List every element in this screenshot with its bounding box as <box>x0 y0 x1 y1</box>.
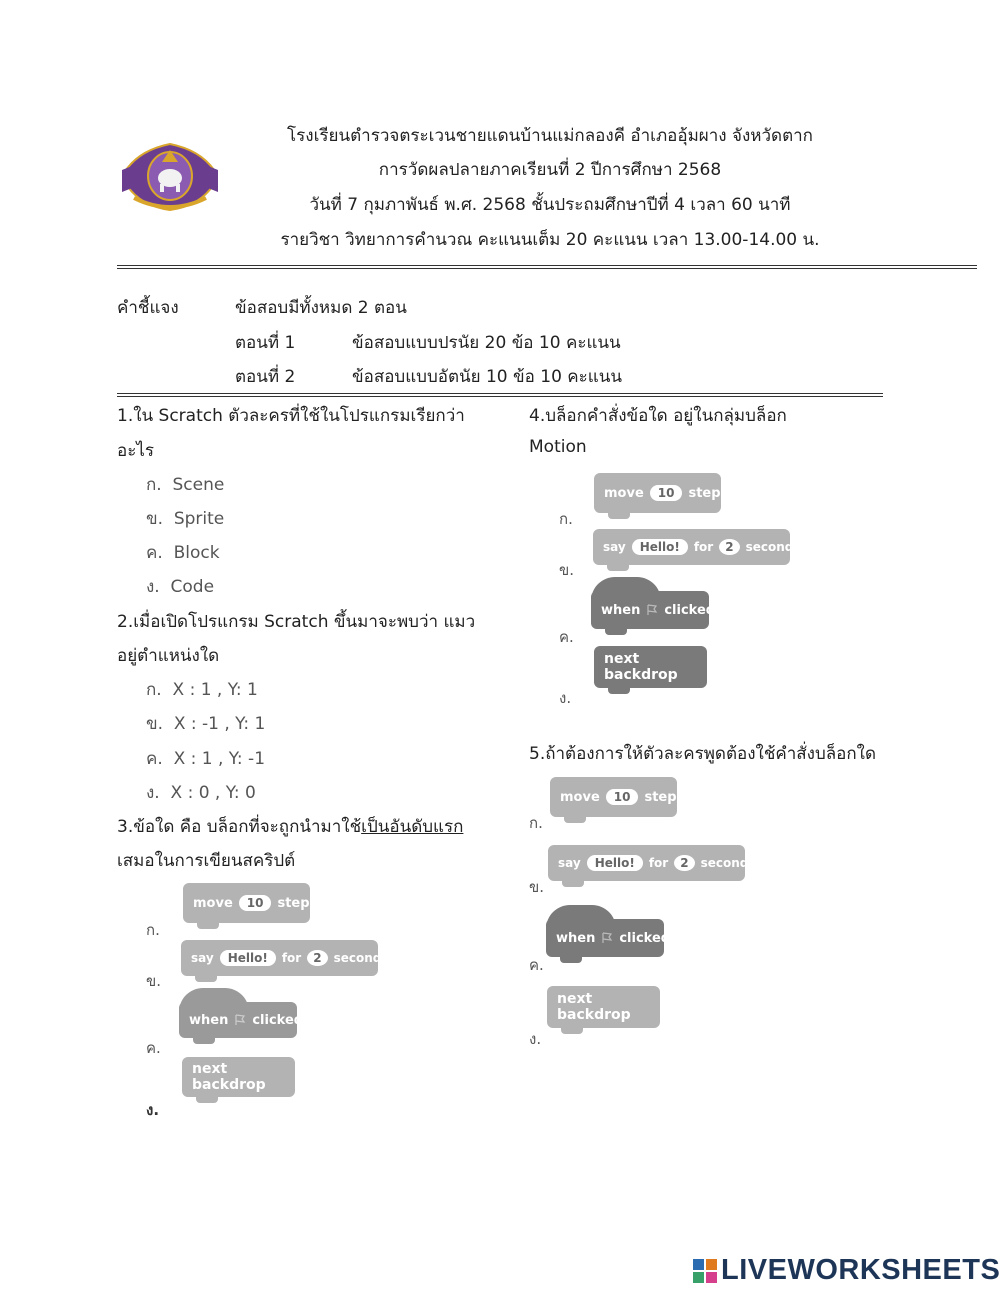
block-text-next-backdrop: next backdrop <box>604 651 678 683</box>
option-text: Scene <box>172 475 225 495</box>
block-text-say: say <box>558 856 581 870</box>
block-text-say: say <box>191 951 214 965</box>
block-text-for: for <box>648 856 669 870</box>
instructions-intro: ข้อสอบมีทั้งหมด 2 ตอน <box>235 298 407 318</box>
block-text-next-backdrop: next backdrop <box>557 991 631 1023</box>
block-input-steps: 10 <box>239 895 272 911</box>
q3-label-c: ค. <box>146 1039 161 1057</box>
block-text-clicked: clicked <box>664 602 716 618</box>
block-text-clicked: clicked <box>252 1012 304 1028</box>
header-divider <box>117 265 977 266</box>
exam-date: วันที่ 7 กุมภาพันธ์ พ.ศ. 2568 ชั้นประถมศึกษาปีที่ 4 เวลา 60 นาที <box>309 195 791 215</box>
q4-label-b: ข. <box>559 561 575 579</box>
q4-label-a: ก. <box>559 510 573 528</box>
block-input-seconds: 2 <box>674 855 694 871</box>
green-flag-icon <box>234 1014 246 1026</box>
q4-block-say[interactable] <box>593 529 801 565</box>
q2-text-line1: 2.เมื่อเปิดโปรแกรม Scratch ขึ้นมาจะพบว่า แมว <box>117 612 476 632</box>
instructions-divider <box>117 393 883 394</box>
q4-text-line2: Motion <box>529 437 587 457</box>
q2-option-b[interactable] <box>146 710 265 737</box>
q3-block-move[interactable] <box>183 883 318 923</box>
option-label: ข. <box>146 509 164 529</box>
q3-text-line1 <box>117 813 463 840</box>
q2-option-c[interactable] <box>146 745 265 772</box>
option-text: X : 1 , Y: -1 <box>173 749 266 769</box>
q3-label-b: ข. <box>146 972 162 990</box>
q3-text-line2: เสมอในการเขียนสคริปต์ <box>117 851 296 871</box>
option-text: X : 0 , Y: 0 <box>170 783 256 803</box>
part1-name: ตอนที่ 1 <box>235 333 296 353</box>
block-text-clicked: clicked <box>619 930 671 946</box>
option-label: ง. <box>146 783 160 803</box>
q2-option-d[interactable] <box>146 779 256 806</box>
block-input-seconds: 2 <box>307 950 327 966</box>
part1-desc: ข้อสอบแบบปรนัย 20 ข้อ 10 คะแนน <box>352 333 621 353</box>
q1-option-d[interactable] <box>146 573 214 600</box>
part2-desc: ข้อสอบแบบอัตนัย 10 ข้อ 10 คะแนน <box>352 367 622 387</box>
option-text: Block <box>173 543 220 563</box>
block-text-steps: steps <box>644 789 685 805</box>
block-text-move: move <box>604 485 644 501</box>
q5-label-b: ข. <box>529 878 545 896</box>
q4-label-d: ง. <box>559 689 572 707</box>
option-text: X : 1 , Y: 1 <box>172 680 258 700</box>
liveworksheets-brand: LIVEWORKSHEETS <box>721 1254 1000 1286</box>
q3-block-when-flag[interactable] <box>179 1002 304 1038</box>
exam-subject: รายวิชา วิทยาการคำนวณ คะแนนเต็ม 20 คะแนน เวลา 13.00-14.00 น. <box>280 230 820 250</box>
header-divider-2 <box>117 268 977 269</box>
q5-block-move[interactable] <box>550 777 685 817</box>
q1-option-b[interactable] <box>146 505 224 532</box>
q3-label-a: ก. <box>146 921 160 939</box>
q4-block-when-flag[interactable] <box>591 591 716 629</box>
q3-text-part-a: 3.ข้อใด คือ บล็อกที่จะถูกนำมาใช้ <box>117 817 362 837</box>
option-text: Sprite <box>173 509 225 529</box>
instructions-divider-2 <box>117 396 883 397</box>
block-text-move: move <box>560 789 600 805</box>
q5-block-when-flag[interactable] <box>546 919 671 957</box>
block-text-when: when <box>556 930 596 946</box>
option-label: ข. <box>146 714 164 734</box>
block-text-steps: steps <box>688 485 729 501</box>
block-text-seconds: seconds <box>700 856 756 870</box>
q1-text-line2: อะไร <box>117 441 155 461</box>
q1-option-c[interactable] <box>146 539 220 566</box>
q3-block-next-backdrop[interactable] <box>182 1057 295 1097</box>
instructions-label: คำชี้แจง <box>117 298 179 318</box>
part2-name: ตอนที่ 2 <box>235 367 296 387</box>
liveworksheets-icon <box>693 1259 717 1283</box>
block-text-when: when <box>601 602 641 618</box>
q3-label-d: ง. <box>146 1101 160 1119</box>
q4-label-c: ค. <box>559 628 574 646</box>
q4-block-next-backdrop[interactable] <box>594 646 707 688</box>
block-text-seconds: seconds <box>745 540 801 554</box>
exam-title: การวัดผลปลายภาคเรียนที่ 2 ปีการศึกษา 2568 <box>378 160 722 180</box>
q5-label-a: ก. <box>529 814 543 832</box>
option-label: ก. <box>146 680 162 700</box>
block-input-steps: 10 <box>650 485 683 501</box>
option-label: ก. <box>146 475 162 495</box>
liveworksheets-logo[interactable] <box>693 1254 1000 1287</box>
q1-option-a[interactable] <box>146 471 224 498</box>
block-input-steps: 10 <box>606 789 639 805</box>
option-text: X : -1 , Y: 1 <box>173 714 266 734</box>
q2-text-line2: อยู่ตำแหน่งใด <box>117 646 220 666</box>
q5-block-say[interactable] <box>548 845 756 881</box>
option-label: ค. <box>146 543 163 563</box>
q3-block-say[interactable] <box>181 940 389 976</box>
school-name: โรงเรียนตำรวจตระเวนชายแดนบ้านแม่กลองคี อำเภออุ้มผาง จังหวัดตาก <box>287 126 813 146</box>
option-label: ค. <box>146 749 163 769</box>
q5-label-d: ง. <box>529 1030 542 1048</box>
q2-option-a[interactable] <box>146 676 258 703</box>
q1-text-line1: 1.ใน Scratch ตัวละครที่ใช้ในโปรแกรมเรียกว่า <box>117 406 465 426</box>
block-text-seconds: seconds <box>333 951 389 965</box>
q5-text: 5.ถ้าต้องการให้ตัวละครพูดต้องใช้คำสั่งบล็อกใด <box>529 744 877 764</box>
q4-text-line1: 4.บล็อกคำสั่งข้อใด อยู่ในกลุ่มบล็อก <box>529 406 787 426</box>
block-text-say: say <box>603 540 626 554</box>
block-text-next-backdrop: next backdrop <box>192 1061 266 1093</box>
block-input-message: Hello! <box>220 950 276 966</box>
block-text-for: for <box>693 540 714 554</box>
block-text-when: when <box>189 1012 229 1028</box>
q5-block-next-backdrop[interactable] <box>547 986 660 1028</box>
block-text-move: move <box>193 895 233 911</box>
q4-block-move[interactable] <box>594 473 729 513</box>
block-input-message: Hello! <box>587 855 643 871</box>
q3-text-underlined: เป็นอันดับแรก <box>361 817 464 837</box>
q5-label-c: ค. <box>529 956 544 974</box>
green-flag-icon <box>646 604 658 616</box>
option-label: ง. <box>146 577 160 597</box>
block-text-steps: steps <box>277 895 318 911</box>
green-flag-icon <box>601 932 613 944</box>
option-text: Code <box>170 577 215 597</box>
block-text-for: for <box>281 951 302 965</box>
block-input-message: Hello! <box>632 539 688 555</box>
block-input-seconds: 2 <box>719 539 739 555</box>
